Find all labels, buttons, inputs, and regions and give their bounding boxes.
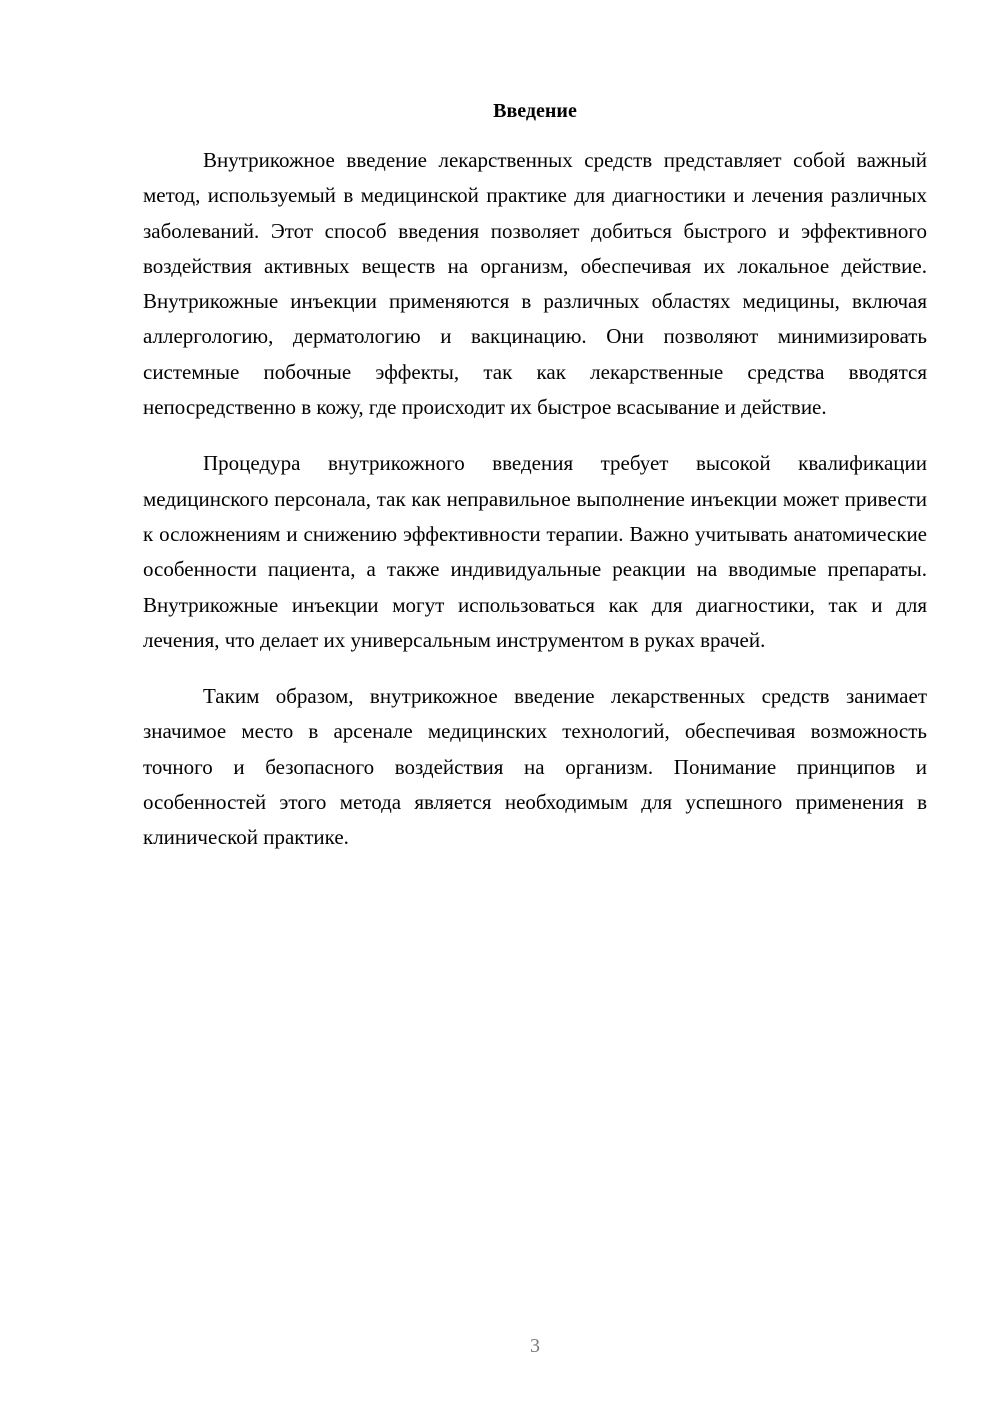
paragraph-1: Внутрикожное введение лекарственных средств представляет собой важный метод, используемый в медицинской практике для диагностики и лечения различных заболеваний. Этот способ введения позволяет добиться быстрого и эффективного воздействия активных веществ на организм, обеспечивая их локальное действие. Внутрикожные инъекции применяются в различных областях медицины, включая аллергологию, дерматологию и вакцинацию. Они позволяют минимизировать системные побочные эффекты, так как лекарственные средства вводятся непосредственно в кожу, где происходит их быстрое всасывание и действие. xyxy=(143,148,927,420)
body-text xyxy=(143,143,927,877)
section-heading: Введение xyxy=(493,100,577,122)
page-number: 3 xyxy=(530,1335,540,1357)
paragraph-3: Таким образом, внутрикожное введение лекарственных средств занимает значимое место в арсенале медицинских технологий, обеспечивая возможность точного и безопасного воздействия на организм. Понимание принципов и особенностей этого метода является необходимым для успешного применения в клинической практике. xyxy=(143,684,927,850)
paragraph-2: Процедура внутрикожного введения требует высокой квалификации медицинского персонала, так как неправильное выполнение инъекции может привести к осложнениям и снижению эффективности терапии. Важно учитывать анатомические особенности пациента, а также индивидуальные реакции на вводимые препараты. Внутрикожные инъекции могут использоваться как для диагностики, так и для лечения, что делает их универсальным инструментом в руках врачей. xyxy=(143,451,927,652)
